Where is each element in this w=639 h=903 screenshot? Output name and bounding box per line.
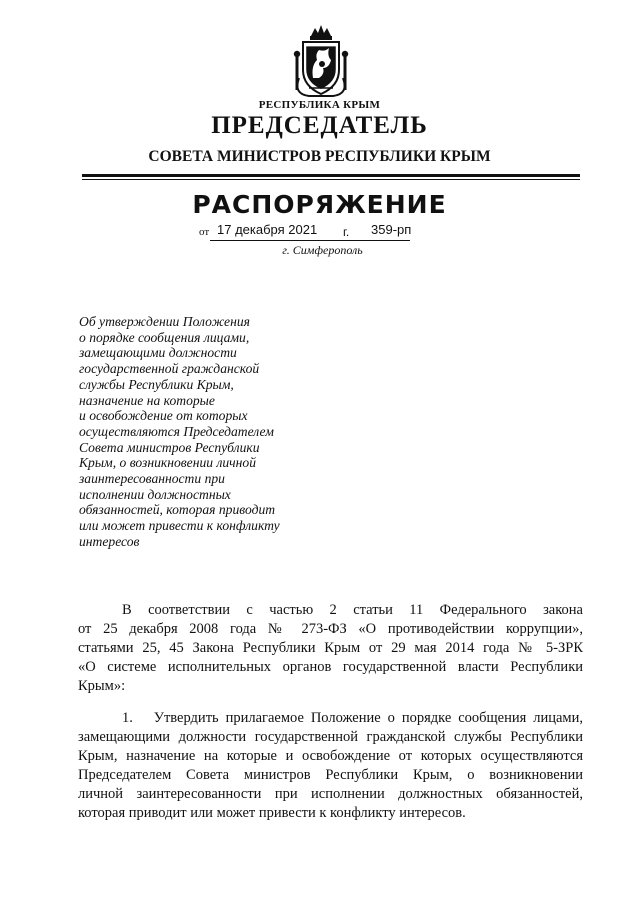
coat-of-arms-emblem [289, 22, 353, 100]
date-underline [210, 240, 410, 241]
republic-heading: РЕСПУБЛИКА КРЫМ [258, 99, 381, 111]
council-heading: СОВЕТА МИНИСТРОВ РЕСПУБЛИКИ КРЫМ [148, 148, 491, 165]
item-1-paragraph [78, 709, 583, 823]
header-divider-thick [82, 174, 580, 177]
paragraph-line: Крым»: [78, 678, 126, 694]
subject-line: службы Республики Крым, [79, 376, 234, 392]
subject-line: Об утверждении Положения [79, 314, 250, 329]
subject-line: исполнении должностных [79, 486, 231, 502]
order-date-line [199, 224, 459, 240]
paragraph-line: 1. Утвердить прилагаемое Положение о порядке сообщения лицами, [122, 710, 583, 726]
date-prefix: от [199, 226, 210, 238]
order-date: 17 декабря 2021 [217, 222, 318, 237]
paragraph-line: от 25 декабря 2008 года № 273-ФЗ «О противодействии коррупции», [78, 621, 583, 637]
order-city: г. Симферополь [282, 243, 363, 257]
paragraph-line: Крым, назначение на которые и освобождение от которых осуществляются [78, 748, 583, 764]
subject-line: или может привести к конфликту [79, 518, 280, 534]
paragraph-line: В соответствии с частью 2 статьи 11 Федерального закона [122, 602, 583, 618]
chairman-heading: ПРЕДСЕДАТЕЛЬ [211, 112, 428, 139]
header-divider-thin [82, 179, 580, 180]
subject-line: замещающими должности [79, 345, 237, 361]
subject-line: государственной гражданской [79, 361, 260, 377]
subject-line: обязанностей, которая приводит [79, 502, 276, 518]
preamble-paragraph [78, 601, 583, 696]
paragraph-line: «О системе исполнительных органов государственной власти Республики [78, 659, 583, 675]
subject-line: заинтересованности при [79, 471, 225, 487]
paragraph-line: которая приводит или может привести к конфликту интересов. [78, 805, 466, 821]
subject-line: о порядке сообщения лицами, [79, 329, 250, 345]
order-subject [79, 314, 314, 550]
subject-line: Крым, о возникновении личной [79, 455, 256, 471]
subject-line: назначение на которые [79, 392, 215, 408]
subject-line: Совета министров Республики [79, 439, 260, 455]
subject-line: и освобождение от которых [79, 408, 248, 424]
subject-line: осуществляются Председателем [79, 423, 274, 439]
paragraph-line: замещающими должности государственной гражданской службы Республики [78, 729, 583, 745]
subject-line: интересов [79, 533, 140, 549]
year-suffix: г. [343, 225, 350, 239]
paragraph-line: личной заинтересованности при исполнении должностных обязанностей, [78, 786, 583, 802]
order-number: 359-рп [371, 222, 412, 237]
paragraph-line: статьями 25, 45 Закона Республики Крым от 29 мая 2014 года № 5-ЗРК [78, 640, 583, 656]
order-title: РАСПОРЯЖЕНИЕ [192, 190, 447, 219]
paragraph-line: Председателем Совета министров Республики Крым, о возникновении [78, 767, 583, 783]
